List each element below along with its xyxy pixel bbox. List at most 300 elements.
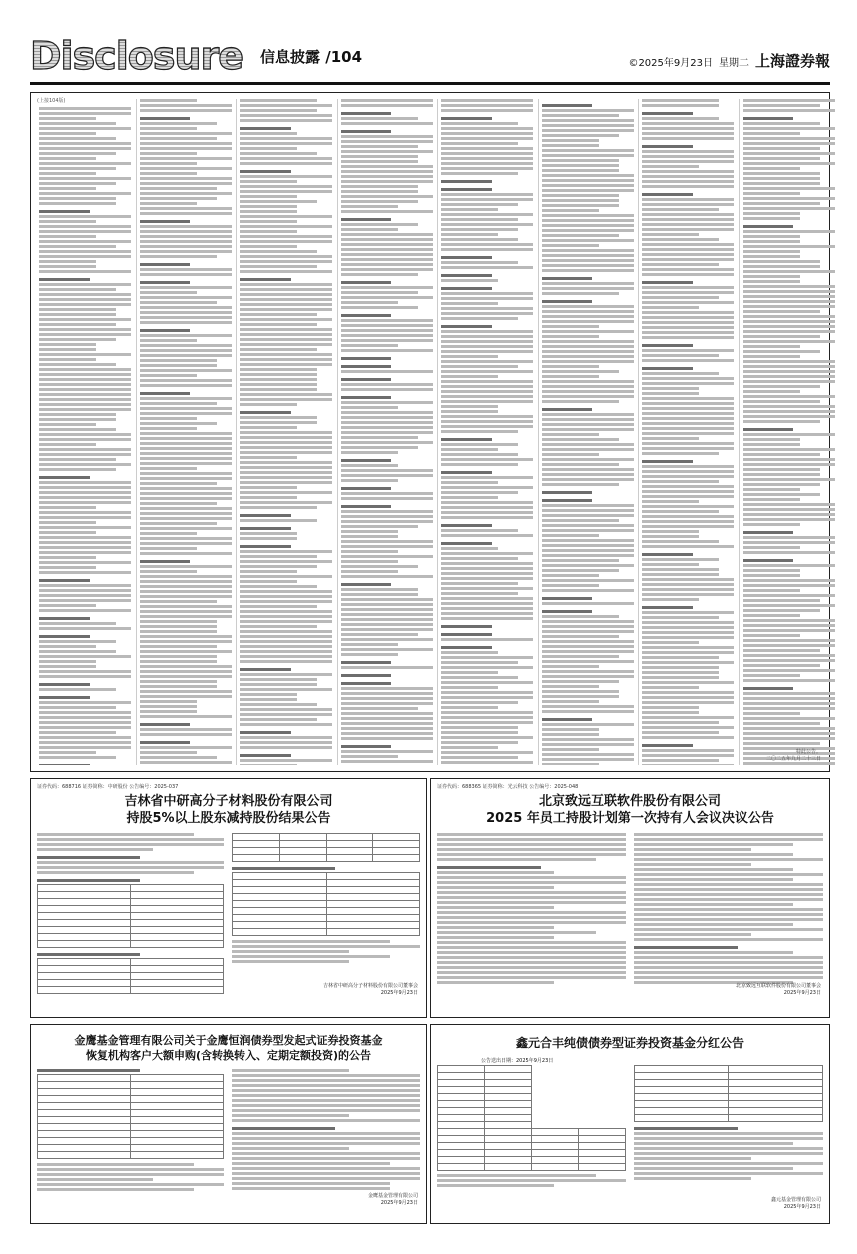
- text-line: [240, 235, 332, 238]
- text-line: [542, 509, 634, 512]
- text-line: [542, 453, 599, 456]
- text-line: [341, 286, 433, 289]
- text-line: [642, 150, 734, 153]
- text-line: [542, 549, 634, 552]
- text-line: [642, 372, 719, 375]
- text-line: [341, 281, 392, 284]
- text-line: [743, 453, 820, 456]
- text-line: [240, 157, 332, 160]
- text-line: [240, 532, 297, 535]
- text-line: [542, 194, 619, 197]
- text-line: [39, 463, 131, 466]
- text-line: [642, 193, 693, 196]
- text-line: [39, 210, 90, 213]
- text-line: [542, 219, 634, 222]
- text-line: [441, 542, 492, 545]
- text-line: [437, 881, 626, 884]
- text-line: [240, 278, 291, 281]
- text-line: [341, 550, 398, 553]
- text-line: [240, 660, 332, 663]
- text-line: [341, 165, 433, 168]
- text-line: [634, 913, 823, 916]
- text-line: [542, 340, 634, 343]
- text-line: [642, 573, 719, 576]
- notice-body: [437, 1065, 823, 1189]
- text-line: [341, 223, 418, 226]
- text-line: [441, 486, 533, 489]
- text-line: [642, 691, 734, 694]
- text-line: [240, 383, 317, 386]
- text-line: [441, 716, 533, 719]
- text-line: [441, 491, 518, 494]
- text-line: [240, 398, 332, 401]
- text-line: [743, 692, 835, 695]
- text-line: [341, 170, 433, 173]
- text-line: [542, 244, 599, 247]
- text-line: [441, 562, 533, 565]
- text-line: [240, 265, 317, 268]
- text-line: [743, 448, 835, 451]
- text-line: [542, 589, 634, 592]
- text-line: [341, 623, 433, 626]
- text-line: [542, 129, 634, 132]
- text-line: [232, 1132, 420, 1135]
- text-line: [341, 301, 398, 304]
- text-line: [743, 212, 800, 215]
- text-line: [39, 458, 116, 461]
- text-line: [140, 230, 232, 233]
- text-line: [743, 335, 820, 338]
- text-line: [39, 468, 116, 471]
- text-line: [437, 926, 554, 929]
- text-line: [441, 646, 492, 649]
- notice-title: [31, 793, 426, 827]
- text-line: [341, 464, 398, 467]
- text-line: [542, 433, 599, 436]
- text-line: [441, 355, 498, 358]
- text-line: [634, 853, 793, 856]
- text-line: [441, 256, 492, 259]
- text-line: [642, 480, 719, 483]
- text-line: [39, 516, 131, 519]
- text-line: [542, 438, 619, 441]
- text-line: [341, 253, 433, 256]
- text-column: [39, 107, 131, 765]
- text-line: [441, 592, 518, 595]
- text-line: [441, 587, 533, 590]
- text-line: [441, 761, 533, 764]
- text-line: [743, 493, 820, 496]
- text-line: [437, 916, 626, 919]
- text-line: [542, 330, 634, 333]
- text-line: [743, 742, 820, 745]
- text-line: [341, 474, 433, 477]
- text-line: [341, 593, 418, 596]
- text-line: [240, 303, 332, 306]
- text-line: [743, 310, 820, 313]
- text-column: [441, 99, 533, 765]
- text-line: [743, 599, 820, 602]
- column-divider: [538, 99, 539, 765]
- text-line: [743, 340, 835, 343]
- text-line: [140, 685, 217, 688]
- text-line: [542, 554, 634, 557]
- text-line: [140, 422, 217, 425]
- text-line: [642, 731, 719, 734]
- text-line: [39, 107, 131, 110]
- text-line: [240, 255, 332, 258]
- text-line: [542, 544, 634, 547]
- text-line: [441, 261, 518, 264]
- text-line: [140, 741, 191, 744]
- text-line: [240, 451, 332, 454]
- text-line: [542, 539, 634, 542]
- text-line: [642, 427, 734, 430]
- text-line: [39, 721, 131, 724]
- text-line: [39, 343, 96, 346]
- text-line: [441, 279, 498, 282]
- text-line: [642, 736, 734, 739]
- text-line: [542, 300, 593, 303]
- text-line: [140, 690, 232, 693]
- text-line: [441, 162, 533, 165]
- text-line: [140, 202, 197, 205]
- text-line: [140, 291, 197, 294]
- text-line: [441, 365, 518, 368]
- reduction-table: [232, 833, 420, 862]
- text-line: [743, 104, 820, 107]
- text-line: [341, 180, 433, 183]
- text-line: [240, 210, 297, 213]
- text-line: [240, 132, 297, 135]
- text-line: [642, 321, 734, 324]
- text-line: [634, 933, 751, 936]
- text-line: [140, 590, 232, 593]
- text-line: [39, 250, 131, 253]
- text-line: [642, 296, 719, 299]
- text-line: [39, 137, 116, 140]
- text-line: [341, 388, 433, 391]
- text-line: [642, 520, 734, 523]
- text-line: [542, 315, 634, 318]
- text-line: [634, 833, 823, 836]
- text-line: [341, 406, 398, 409]
- text-line: [240, 600, 332, 603]
- text-line: [542, 139, 599, 142]
- text-line: [232, 1084, 420, 1087]
- text-line: [441, 751, 533, 754]
- text-line: [542, 743, 634, 746]
- text-line: [542, 320, 634, 323]
- text-line: [140, 537, 232, 540]
- text-line: [441, 188, 492, 191]
- text-line: [341, 339, 433, 342]
- text-line: [743, 579, 835, 582]
- text-line: [341, 565, 418, 568]
- text-line: [140, 761, 232, 764]
- text-line: [642, 198, 734, 201]
- text-line: [542, 620, 634, 623]
- text-line: [140, 497, 232, 500]
- text-line: [232, 1187, 390, 1190]
- text-line: [140, 132, 232, 135]
- text-line: [341, 755, 398, 758]
- text-line: [542, 723, 634, 726]
- text-line: [232, 1177, 420, 1180]
- text-line: [341, 446, 418, 449]
- text-line: [39, 579, 90, 582]
- text-line: [542, 204, 619, 207]
- text-line: [39, 270, 131, 273]
- text-line: [441, 572, 533, 575]
- text-line: [341, 560, 398, 563]
- text-line: [542, 645, 634, 648]
- text-line: [140, 437, 232, 440]
- text-line: [441, 287, 492, 290]
- text-line: [743, 508, 835, 511]
- text-line: [642, 606, 693, 609]
- text-line: [441, 330, 533, 333]
- text-line: [642, 137, 734, 140]
- text-line: [743, 182, 820, 185]
- text-line: [542, 443, 634, 446]
- text-line: [542, 144, 599, 147]
- text-line: [441, 312, 533, 315]
- text-line: [140, 482, 217, 485]
- text-line: [39, 635, 90, 638]
- text-line: [140, 192, 232, 195]
- text-line: [240, 605, 317, 608]
- text-line: [441, 701, 518, 704]
- text-line: [542, 154, 634, 157]
- text-line: [642, 661, 734, 664]
- text-line: [441, 756, 518, 759]
- text-line: [743, 187, 835, 190]
- text-line: [743, 674, 800, 677]
- text-line: [441, 661, 518, 664]
- text-line: [642, 500, 699, 503]
- text-line: [441, 582, 518, 585]
- text-line: [642, 671, 719, 674]
- text-line: [542, 229, 634, 232]
- text-line: [441, 157, 533, 160]
- text-line: [39, 423, 96, 426]
- text-column: [140, 99, 232, 765]
- text-line: [341, 243, 433, 246]
- text-line: [441, 516, 533, 519]
- text-line: [642, 656, 719, 659]
- text-line: [542, 259, 634, 262]
- text-line: [441, 307, 533, 310]
- text-line: [634, 903, 793, 906]
- text-line: [240, 615, 332, 618]
- text-line: [743, 365, 835, 368]
- text-line: [437, 956, 626, 959]
- text-line: [341, 674, 392, 677]
- text-line: [437, 901, 626, 904]
- text-line: [240, 565, 317, 568]
- text-line: [39, 599, 131, 602]
- text-line: [140, 660, 217, 663]
- text-line: [542, 463, 619, 466]
- text-line: [140, 462, 232, 465]
- text-line: [437, 853, 626, 856]
- text-line: [39, 373, 131, 376]
- text-line: [642, 470, 734, 473]
- text-line: [642, 354, 719, 357]
- column-divider: [236, 99, 237, 765]
- text-line: [743, 659, 835, 662]
- text-line: [39, 230, 131, 233]
- text-line: [341, 431, 433, 434]
- text-line: [39, 177, 131, 180]
- text-line: [542, 602, 634, 605]
- text-line: [743, 147, 820, 150]
- text-line: [642, 165, 699, 168]
- text-line: [240, 683, 317, 686]
- text-line: [642, 759, 719, 762]
- text-line: [240, 545, 291, 548]
- text-line: [140, 610, 232, 613]
- text-line: [642, 475, 734, 478]
- text-line: [542, 650, 634, 653]
- text-line: [39, 117, 96, 120]
- text-line: [240, 411, 291, 414]
- text-line: [642, 326, 734, 329]
- text-line: [437, 843, 626, 846]
- notice-title-line: 北京致远互联软件股份有限公司: [538, 794, 721, 809]
- text-line: [743, 654, 835, 657]
- text-line: [341, 122, 433, 125]
- text-line: [743, 428, 794, 431]
- text-line: [542, 174, 634, 177]
- text-line: [140, 650, 232, 653]
- text-line: [743, 177, 820, 180]
- text-line: [341, 583, 392, 586]
- text-line: [634, 923, 793, 926]
- text-line: [642, 117, 719, 120]
- text-line: [642, 442, 734, 445]
- text-line: [140, 705, 197, 708]
- progress-table: [232, 872, 420, 936]
- text-line: [39, 716, 131, 719]
- text-line: [341, 329, 433, 332]
- text-line: [743, 410, 835, 413]
- text-line: [542, 635, 619, 638]
- text-line: [39, 736, 131, 739]
- text-line: [441, 297, 533, 300]
- text-line: [642, 155, 734, 158]
- text-line: [441, 534, 533, 537]
- text-line: [341, 396, 392, 399]
- text-line: [437, 941, 626, 944]
- text-line: [743, 122, 820, 125]
- text-line: [39, 358, 96, 361]
- text-line: [441, 529, 518, 532]
- text-line: [542, 534, 599, 537]
- text-line: [542, 685, 599, 688]
- text-line: [341, 150, 433, 153]
- text-line: [441, 666, 533, 669]
- notice-code: 证券代码：688716 证券简称：中研股份 公告编号：2025-037: [37, 784, 179, 790]
- text-line: [240, 220, 297, 223]
- text-line: [240, 446, 332, 449]
- text-line: [441, 706, 498, 709]
- text-line: [232, 1119, 420, 1122]
- text-line: [441, 335, 533, 338]
- text-line: [634, 878, 793, 881]
- text-line: [232, 1157, 420, 1160]
- text-line: [642, 588, 734, 591]
- text-line: [743, 235, 800, 238]
- text-line: [39, 645, 96, 648]
- text-line: [341, 737, 433, 740]
- text-line: [634, 873, 823, 876]
- text-line: [542, 119, 634, 122]
- text-line: [240, 645, 332, 648]
- text-line: [140, 502, 217, 505]
- text-line: [743, 225, 794, 228]
- text-line: [341, 324, 433, 327]
- text-line: [140, 197, 217, 200]
- text-line: [140, 397, 232, 400]
- text-line: [441, 726, 518, 729]
- text-line: [140, 412, 232, 415]
- text-line: [642, 515, 734, 518]
- text-line: [743, 488, 800, 491]
- text-line: [642, 626, 734, 629]
- text-line: [232, 1127, 335, 1130]
- text-line: [441, 731, 518, 734]
- text-line: [642, 203, 734, 206]
- dense-footer-date: 二〇二五年九月二十三日: [765, 756, 821, 762]
- text-line: [39, 701, 131, 704]
- text-line: [634, 893, 823, 896]
- text-line: [240, 713, 332, 716]
- text-line: [39, 408, 131, 411]
- text-line: [642, 273, 734, 276]
- text-line: [743, 589, 800, 592]
- text-line: [642, 485, 734, 488]
- notice-zhongyan: [30, 778, 427, 1018]
- text-line: [39, 726, 131, 729]
- text-line: [341, 349, 433, 352]
- text-line: [240, 550, 332, 553]
- text-line: [39, 670, 131, 673]
- text-line: [642, 563, 699, 566]
- text-line: [240, 298, 332, 301]
- text-line: [542, 179, 634, 182]
- text-line: [542, 690, 619, 693]
- text-column: [341, 99, 433, 765]
- text-line: [542, 670, 634, 673]
- text-line: [39, 511, 131, 514]
- text-line: [441, 656, 533, 659]
- text-line: [743, 619, 835, 622]
- text-line: [634, 971, 823, 974]
- text-line: [39, 741, 131, 744]
- text-line: [441, 152, 533, 155]
- text-line: [140, 220, 191, 223]
- text-line: [437, 921, 626, 924]
- text-line: [642, 422, 734, 425]
- text-line: [240, 519, 317, 522]
- text-line: [140, 407, 232, 410]
- text-line: [341, 687, 433, 690]
- text-line: [140, 354, 232, 357]
- text-line: [441, 370, 533, 373]
- text-line: [240, 655, 332, 658]
